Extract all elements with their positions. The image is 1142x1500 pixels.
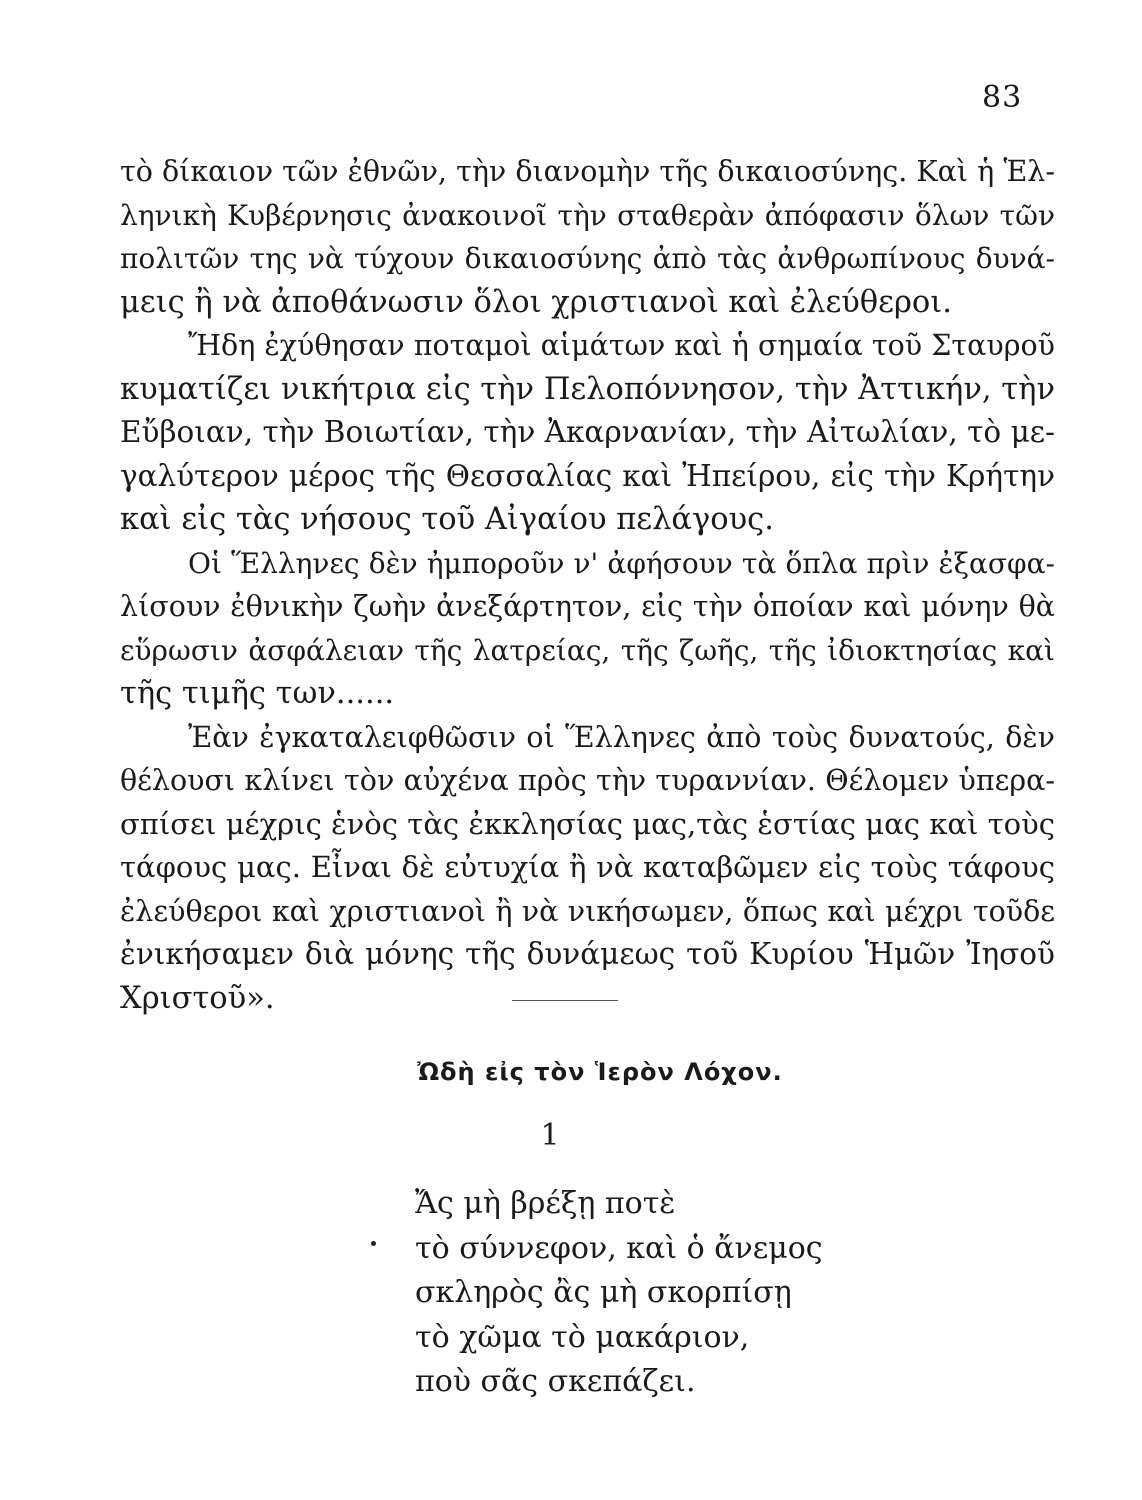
text-line: ἐνικήσαμεν διὰ μόνης τῆς δυνάμεως τοῦ Κυρίου Ἡμῶν Ἰησοῦ — [120, 937, 1055, 971]
poem-line: τὸ σύννεφον, καὶ ὁ ἄνεμος — [415, 1230, 823, 1266]
poem-line: ποὺ σᾶς σκεπάζει. — [415, 1364, 696, 1399]
text-line: θέλουσι κλίνει τὸν αὐχένα πρὸς τὴν τυραννίαν. Θέλομεν ὑπερα- — [120, 764, 1055, 797]
text-line: τάφους μας. Εἶναι δὲ εὐτυχία ἢ νὰ καταβῶμεν εἰς τοὺς τάφους — [120, 850, 1055, 884]
text-line: σπίσει μέχρις ἑνὸς τὰς ἐκκλησίας μας,τὰς ἑστίας μας καὶ τοὺς — [120, 806, 1055, 841]
text-line: κυματίζει νικήτρια εἰς τὴν Πελοπόννησον, τὴν Ἀττικήν, τὴν — [120, 371, 1055, 407]
text-line: Ἤδη ἐχύθησαν ποταμοὶ αἱμάτων καὶ ἡ σημαία τοῦ Σταυροῦ — [188, 329, 1055, 362]
poem-line: Ἄς μὴ βρέξῃ ποτὲ — [415, 1186, 676, 1221]
stanza-number: 1 — [540, 1118, 560, 1153]
text-line: ληνικὴ Κυβέρνησις ἀνακοινοῖ τὴν σταθερὰν ἀπόφασιν ὅλων τῶν — [120, 198, 1055, 232]
text-line: τὸ δίκαιον τῶν ἐθνῶν, τὴν διανομὴν τῆς δικαιοσύνης. Καὶ ἡ Ἑλ- — [120, 155, 1055, 188]
text-line: τῆς τιμῆς των...... — [120, 676, 395, 711]
text-line: εὕρωσιν ἀσφάλειαν τῆς λατρείας, τῆς ζωῆς, τῆς ἰδιοκτησίας καὶ — [120, 633, 1055, 667]
text-line: λίσουν ἐθνικὴν ζωὴν ἀνεξάρτητον, εἰς τὴν ὁποίαν καὶ μόνην θὰ — [120, 590, 1055, 623]
poem-title: Ὠδὴ εἰς τὸν Ἱερὸν Λόχον. — [417, 1058, 783, 1086]
text-line: Εὔβοιαν, τὴν Βοιωτίαν, τὴν Ἀκαρνανίαν, τὴν Αἰτωλίαν, τὸ με- — [120, 415, 1055, 449]
text-line: γαλύτερον μέρος τῆς Θεσσαλίας καὶ Ἠπείρου, εἰς τὴν Κρήτην — [120, 458, 1055, 493]
text-line: μεις ἢ νὰ ἀποθάνωσιν ὅλοι χριστιανοὶ καὶ ἐλεύθεροι. — [120, 284, 952, 320]
text-line: πολιτῶν της νὰ τύχουν δικαιοσύνης ἀπὸ τὰς ἀνθρωπίνους δυνά- — [120, 242, 1055, 275]
text-line: Οἱ Ἕλληνες δὲν ἠμποροῦν ν' ἀφήσουν τὰ ὅπλα πρὶν ἐξασφα- — [188, 546, 1055, 580]
text-line: Χριστοῦ». — [120, 980, 275, 1016]
section-divider — [512, 1000, 618, 1001]
poem-line: τὸ χῶμα τὸ μακάριον, — [415, 1319, 750, 1355]
poem-stanza — [415, 1182, 823, 1405]
text-line: Ἐὰν ἐγκαταλειφθῶσιν οἱ Ἕλληνες ἀπὸ τοὺς δυνατούς, δὲν — [188, 720, 1055, 754]
poem-line: σκληρὸς ἂς μὴ σκορπίσῃ — [415, 1275, 792, 1310]
body-text — [120, 150, 1055, 1020]
margin-dot — [371, 1241, 376, 1246]
text-line: καὶ εἰς τὰς νήσους τοῦ Αἰγαίου πελάγους. — [120, 502, 774, 537]
text-line: ἐλεύθεροι καὶ χριστιανοὶ ἢ νὰ νικήσωμεν, ὅπως καὶ μέχρι τοῦδε — [120, 894, 1055, 928]
page-number: 83 — [982, 80, 1023, 115]
